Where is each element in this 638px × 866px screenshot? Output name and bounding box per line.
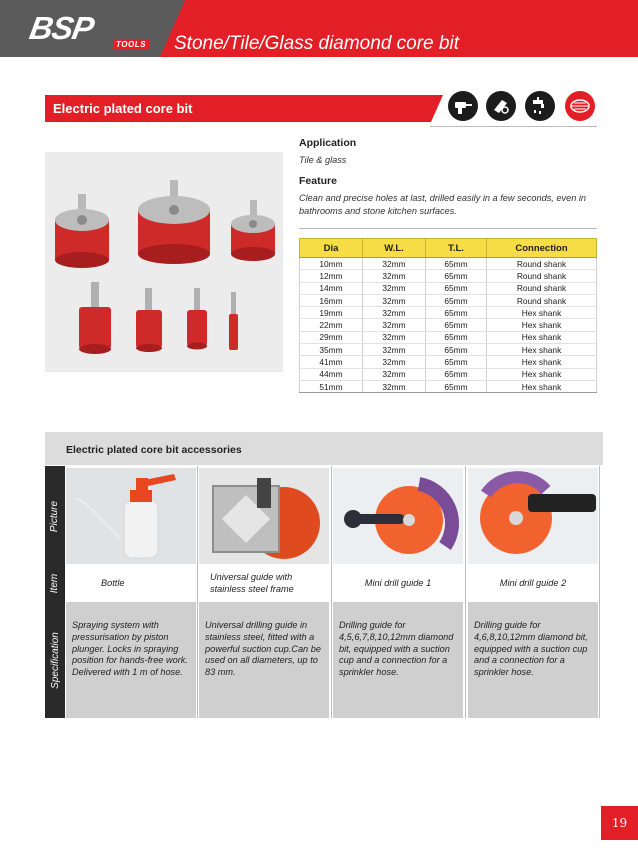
spec-text-mini-guide-2: Drilling guide for 4,6,8,10,12mm diamond bit, equipped with a suction cup and a connection for a sprinkler hose. bbox=[468, 602, 598, 718]
table-cell: 32mm bbox=[363, 356, 426, 368]
table-cell: 32mm bbox=[363, 380, 426, 392]
glass-disc-icon bbox=[565, 91, 595, 121]
column-divider bbox=[197, 466, 198, 718]
table-row bbox=[300, 368, 597, 380]
core-bit-large-2 bbox=[138, 180, 210, 264]
table-cell: 19mm bbox=[300, 307, 363, 319]
tap-icon bbox=[525, 91, 555, 121]
accessories-title: Electric plated core bit accessories bbox=[66, 444, 242, 456]
item-name-universal-guide: Universal guide with stainless steel frame bbox=[210, 572, 294, 594]
table-row bbox=[300, 331, 597, 343]
table-cell: Hex shank bbox=[487, 356, 597, 368]
table-cell: 65mm bbox=[426, 258, 487, 270]
table-cell: 32mm bbox=[363, 282, 426, 294]
column-header-connection: Connection bbox=[487, 239, 597, 258]
table-cell: 32mm bbox=[363, 319, 426, 331]
core-bit-small-3 bbox=[187, 288, 207, 350]
section-title: Electric plated core bit bbox=[53, 101, 193, 116]
table-row bbox=[300, 356, 597, 368]
table-cell: Hex shank bbox=[487, 344, 597, 356]
table-cell: 65mm bbox=[426, 356, 487, 368]
column-header-dia: Dia bbox=[300, 239, 363, 258]
table-cell: 32mm bbox=[363, 368, 426, 380]
spec-text-universal-guide: Universal drilling guide in stainless steel, fitted with a powerful suction cup.Can be used on all diameters, up to 83 mm. bbox=[199, 602, 329, 718]
universal-guide-picture bbox=[199, 468, 329, 564]
table-cell: Hex shank bbox=[487, 380, 597, 392]
row-label-picture: Picture bbox=[49, 500, 61, 532]
page-number: 19 bbox=[601, 806, 638, 840]
table-cell: 32mm bbox=[363, 258, 426, 270]
table-cell: 65mm bbox=[426, 368, 487, 380]
column-divider bbox=[331, 466, 332, 718]
page-title: Stone/Tile/Glass diamond core bit bbox=[174, 33, 459, 54]
feature-heading: Feature bbox=[299, 175, 337, 187]
table-header-row bbox=[300, 239, 597, 258]
table-cell: 65mm bbox=[426, 331, 487, 343]
table-cell: 32mm bbox=[363, 344, 426, 356]
core-bit-small-1 bbox=[79, 282, 111, 354]
row-label-item: Item bbox=[49, 573, 61, 593]
table-cell: 65mm bbox=[426, 294, 487, 306]
core-bit-large-3 bbox=[231, 200, 275, 261]
table-cell: 65mm bbox=[426, 380, 487, 392]
core-bit-small-2 bbox=[136, 288, 162, 352]
table-cell: 65mm bbox=[426, 319, 487, 331]
item-name-mini-guide-1: Mini drill guide 1 bbox=[364, 578, 432, 588]
brand-logo-sub: TOOLS bbox=[113, 40, 149, 49]
core-bit-large-1 bbox=[55, 194, 109, 268]
core-bit-small-4 bbox=[229, 292, 238, 350]
bottle-picture bbox=[66, 468, 196, 564]
item-name-bottle: Bottle bbox=[101, 578, 125, 588]
table-cell: 51mm bbox=[300, 380, 363, 392]
table-cell: 41mm bbox=[300, 356, 363, 368]
tile-saw-icon bbox=[486, 91, 516, 121]
table-cell: 35mm bbox=[300, 344, 363, 356]
column-divider bbox=[465, 466, 466, 718]
table-cell: 22mm bbox=[300, 319, 363, 331]
table-cell: 29mm bbox=[300, 331, 363, 343]
table-cell: 32mm bbox=[363, 331, 426, 343]
section-divider bbox=[430, 126, 597, 127]
table-cell: 12mm bbox=[300, 270, 363, 282]
table-cell: Hex shank bbox=[487, 307, 597, 319]
table-cell: 10mm bbox=[300, 258, 363, 270]
spec-text-bottle: Spraying system with pressurisation by piston plunger. Locks in spraying position for hands-free work. Delivered with 1 m of hose. bbox=[66, 602, 196, 718]
table-cell: Hex shank bbox=[487, 331, 597, 343]
application-text: Tile & glass bbox=[299, 155, 347, 165]
table-cell: Round shank bbox=[487, 294, 597, 306]
table-cell: Hex shank bbox=[487, 368, 597, 380]
table-cell: 65mm bbox=[426, 307, 487, 319]
table-cell: 32mm bbox=[363, 307, 426, 319]
item-name-mini-guide-2: Mini drill guide 2 bbox=[499, 578, 567, 588]
table-cell: Round shank bbox=[487, 270, 597, 282]
spec-text-mini-guide-1: Drilling guide for 4,5,6,7,8,10,12mm diamond bit, equipped with a suction cup and a connection for a sprinkler hose. bbox=[333, 602, 463, 718]
brand-logo: BSP bbox=[26, 10, 97, 46]
table-cell: 32mm bbox=[363, 270, 426, 282]
table-cell: Hex shank bbox=[487, 319, 597, 331]
table-row bbox=[300, 319, 597, 331]
drill-icon bbox=[448, 91, 478, 121]
table-cell: 65mm bbox=[426, 282, 487, 294]
table-row bbox=[300, 294, 597, 306]
table-cell: 32mm bbox=[363, 294, 426, 306]
table-row bbox=[300, 258, 597, 270]
product-photo bbox=[45, 152, 283, 372]
table-cell: 65mm bbox=[426, 344, 487, 356]
mini-drill-guide-1-picture bbox=[333, 468, 463, 564]
application-heading: Application bbox=[299, 137, 357, 149]
table-cell: 44mm bbox=[300, 368, 363, 380]
column-header-wl: W.L. bbox=[363, 239, 426, 258]
table-row bbox=[300, 270, 597, 282]
table-row bbox=[300, 344, 597, 356]
table-cell: 14mm bbox=[300, 282, 363, 294]
column-header-tl: T.L. bbox=[426, 239, 487, 258]
column-divider bbox=[599, 466, 600, 718]
table-cell: Round shank bbox=[487, 258, 597, 270]
feature-text: Clean and precise holes at last, drilled easily in a few seconds, even in bathrooms and stone kitchen surfaces. bbox=[299, 193, 587, 216]
row-label-specification: Specification bbox=[49, 631, 61, 689]
table-row bbox=[300, 307, 597, 319]
table-row bbox=[300, 282, 597, 294]
table-cell: 65mm bbox=[426, 270, 487, 282]
mini-drill-guide-2-picture bbox=[468, 468, 598, 564]
table-row bbox=[300, 380, 597, 392]
feature-divider bbox=[299, 228, 597, 229]
table-cell: Round shank bbox=[487, 282, 597, 294]
spec-table bbox=[299, 238, 597, 393]
table-cell: 16mm bbox=[300, 294, 363, 306]
